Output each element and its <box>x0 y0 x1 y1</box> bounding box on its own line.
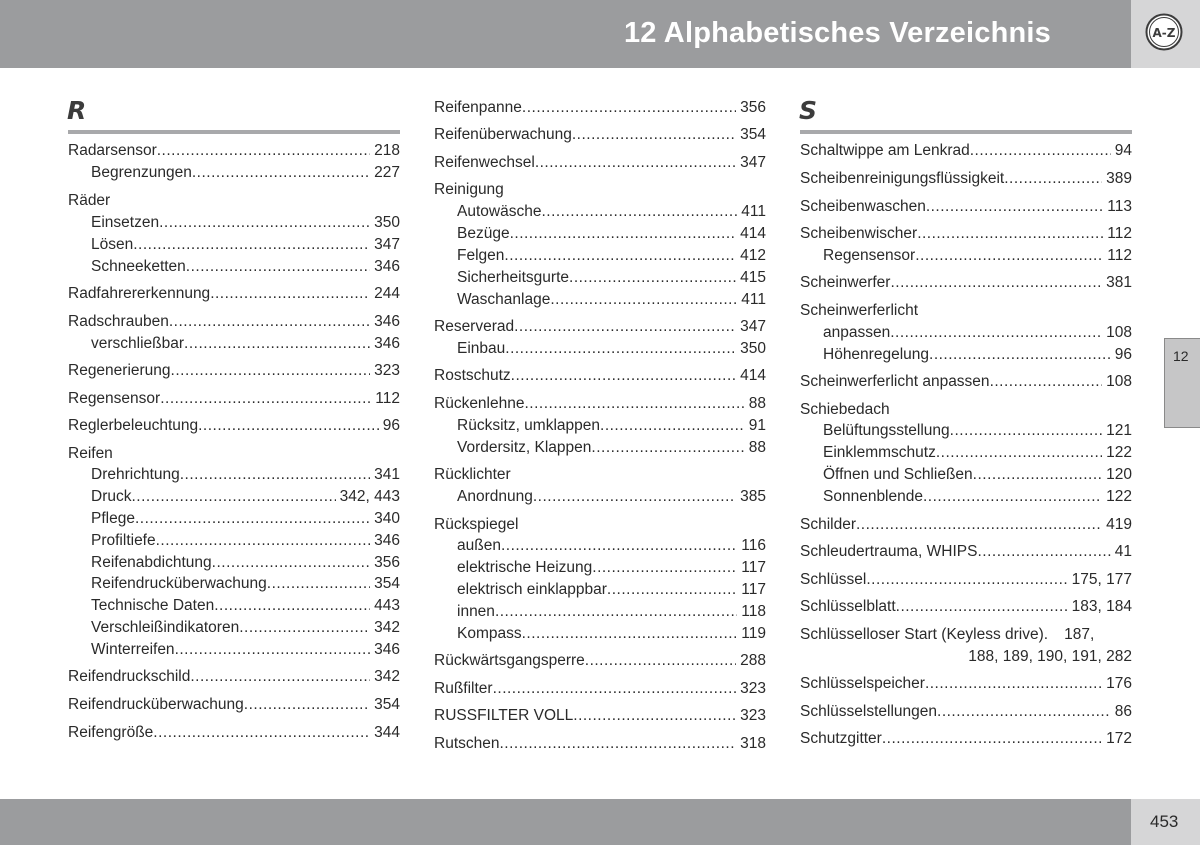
entry-text: verschließbar <box>91 335 185 352</box>
entry-leader <box>923 486 1102 508</box>
entry-page: 389 <box>1106 170 1132 187</box>
entry-text: Scheibenreinigungsflüssigkeit <box>800 170 1005 187</box>
entry-page: 108 <box>1106 373 1132 390</box>
entry-text: Kompass <box>457 625 522 642</box>
entry-leader <box>1004 168 1102 190</box>
index-entry <box>800 196 1132 218</box>
index-entry <box>434 124 766 146</box>
entry-text: Sicherheitsgurte <box>457 269 570 286</box>
entry-page: 112 <box>375 390 400 407</box>
entry-text: Reifendrucküberwachung <box>91 575 267 592</box>
entry-text: Scheinwerferlicht <box>800 302 919 319</box>
entry-text: Schaltwippe am Lenkrad <box>800 142 970 159</box>
entry-leader <box>192 162 370 184</box>
entry-text: Sonnenblende <box>823 488 923 505</box>
a-z-icon-label: A-Z <box>1152 26 1176 40</box>
entry-text: Reifenüberwachung <box>434 126 572 143</box>
index-entry <box>800 673 1132 695</box>
index-entry <box>68 360 400 382</box>
entry-text: Reserverad <box>434 318 515 335</box>
entry-page: 344 <box>374 724 400 741</box>
entry-leader <box>186 256 370 278</box>
entry-text: Waschanlage <box>457 291 551 308</box>
index-entry <box>457 338 766 360</box>
entry-page: 340 <box>374 510 400 527</box>
entry-page-continuation: 188, 189, 190, 191, 282 <box>968 648 1132 665</box>
entry-page: 122 <box>1106 488 1132 505</box>
entry-leader <box>180 464 370 486</box>
entry-page: 108 <box>1106 324 1132 341</box>
entry-text: elektrische Heizung <box>457 559 593 576</box>
entry-page: 342 <box>374 668 400 685</box>
index-entry <box>68 140 400 162</box>
entry-page: 342 <box>374 619 400 636</box>
entry-text: Schlüsselloser Start (Keyless drive). <box>800 626 1049 643</box>
page-number: 453 <box>1150 812 1179 831</box>
index-entry <box>823 486 1132 508</box>
entry-page: 172 <box>1106 730 1132 747</box>
index-entry <box>68 415 400 437</box>
entry-text: Regensensor <box>68 390 161 407</box>
entry-leader <box>156 530 371 552</box>
entry-text: Belüftungsstellung <box>823 422 950 439</box>
entry-leader <box>504 245 736 267</box>
entry-leader <box>190 666 370 688</box>
index-entry <box>800 223 1132 245</box>
entry-leader <box>214 595 370 617</box>
entry-page: 356 <box>740 99 766 116</box>
index-entry <box>457 437 766 459</box>
entry-page: 354 <box>374 575 400 592</box>
entry-leader <box>244 694 370 716</box>
index-entry <box>457 415 766 437</box>
entry-page: 88 <box>748 395 766 412</box>
index-entry <box>434 393 766 415</box>
entry-page: 121 <box>1106 422 1132 439</box>
index-entry <box>91 530 400 552</box>
index-entry <box>434 365 766 387</box>
index-entry <box>68 694 400 716</box>
chapter-side-tab <box>1164 338 1200 428</box>
entry-leader <box>133 234 370 256</box>
entry-leader <box>929 344 1111 366</box>
entry-page: 341 <box>374 466 400 483</box>
entry-text: Autowäsche <box>457 203 542 220</box>
index-heading <box>68 443 400 465</box>
entry-page: 414 <box>740 367 766 384</box>
entry-page: 94 <box>1114 142 1132 159</box>
entry-text: Lösen <box>91 236 134 253</box>
footer-bar <box>0 799 1131 845</box>
entry-text: Schilder <box>800 516 856 533</box>
section-letter-s: S <box>799 96 818 125</box>
entry-text: Begrenzungen <box>91 164 192 181</box>
index-entry <box>800 624 1132 646</box>
entry-text: Reinigung <box>434 181 504 198</box>
entry-page: 117 <box>741 581 766 598</box>
index-entry <box>800 596 1132 618</box>
index-entry <box>91 333 400 355</box>
index-entry <box>800 701 1132 723</box>
entry-leader <box>175 639 371 661</box>
index-entry <box>434 705 766 727</box>
index-entry <box>91 162 400 184</box>
entry-page: 117 <box>741 559 766 576</box>
entry-page: 183, 184 <box>1071 598 1132 615</box>
entry-page: 411 <box>741 291 766 308</box>
entry-page: 175, 177 <box>1071 571 1132 588</box>
entry-page: 415 <box>740 269 766 286</box>
index-entry <box>91 552 400 574</box>
index-entry <box>434 152 766 174</box>
entry-leader <box>493 678 737 700</box>
section-letter-r: R <box>67 96 87 125</box>
entry-leader <box>541 201 737 223</box>
entry-text: Öffnen und Schließen <box>823 466 973 483</box>
entry-leader <box>550 289 737 311</box>
entry-leader <box>585 650 736 672</box>
header-bar <box>0 0 1131 68</box>
entry-page: 318 <box>740 735 766 752</box>
entry-page: 323 <box>740 680 766 697</box>
entry-text: Radschrauben <box>68 313 169 330</box>
entry-text: Schleudertrauma, WHIPS <box>800 543 978 560</box>
entry-leader <box>591 437 744 459</box>
entry-leader <box>171 360 371 382</box>
entry-page: 86 <box>1114 703 1132 720</box>
entry-text: anpassen <box>823 324 891 341</box>
entry-leader <box>572 124 736 146</box>
entry-text: Schneeketten <box>91 258 186 275</box>
index-entry <box>91 573 400 595</box>
index-entry <box>68 722 400 744</box>
entry-leader <box>210 283 370 305</box>
entry-page: 112 <box>1107 225 1132 242</box>
entry-page: 347 <box>740 318 766 335</box>
entry-page: 342, 443 <box>339 488 400 505</box>
index-entry <box>800 371 1132 393</box>
entry-page: 244 <box>374 285 400 302</box>
section-rule-s <box>800 130 1132 134</box>
entry-leader <box>990 371 1103 393</box>
index-entry <box>68 283 400 305</box>
entry-text: elektrisch einklappbar <box>457 581 607 598</box>
entry-page: 176 <box>1106 675 1132 692</box>
index-entry <box>91 464 400 486</box>
chapter-title: 12 Alphabetisches Verzeichnis <box>623 17 1051 49</box>
index-entry <box>457 535 766 557</box>
index-entry-continuation <box>800 646 1132 668</box>
index-heading <box>434 464 766 486</box>
entry-page: 41 <box>1114 543 1132 560</box>
entry-leader <box>890 322 1102 344</box>
side-tab-label: 12 <box>1173 348 1189 364</box>
entry-text: Reifendruckschild <box>68 668 191 685</box>
entry-page: 414 <box>740 225 766 242</box>
entry-text: Rußfilter <box>434 680 493 697</box>
index-entry <box>457 601 766 623</box>
entry-page: 227 <box>374 164 400 181</box>
entry-leader <box>522 97 736 119</box>
entry-page: 218 <box>374 142 400 159</box>
entry-text: Winterreifen <box>91 641 175 658</box>
entry-page: 323 <box>740 707 766 724</box>
entry-text: Bezüge <box>457 225 510 242</box>
entry-text: Pflege <box>91 510 135 527</box>
index-entry <box>434 316 766 338</box>
entry-leader <box>896 596 1068 618</box>
index-entry <box>457 201 766 223</box>
entry-leader <box>522 623 738 645</box>
entry-text: Schiebedach <box>800 401 890 418</box>
entry-leader <box>866 569 1067 591</box>
entry-text: Rückspiegel <box>434 516 519 533</box>
entry-leader <box>495 601 737 623</box>
entry-text: Schutzgitter <box>800 730 882 747</box>
entry-text: Räder <box>68 192 111 209</box>
index-heading <box>434 514 766 536</box>
entry-page: 187, <box>1064 626 1095 643</box>
entry-text: Vordersitz, Klappen <box>457 439 592 456</box>
index-entry <box>434 678 766 700</box>
entry-leader <box>131 486 335 508</box>
entry-text: Rostschutz <box>434 367 511 384</box>
entry-text: Rückwärtsgangsperre <box>434 652 585 669</box>
entry-text: Höhenregelung <box>823 346 930 363</box>
index-entry <box>800 569 1132 591</box>
entry-page: 411 <box>741 203 766 220</box>
entry-page: 91 <box>748 417 766 434</box>
entry-page: 346 <box>374 313 400 330</box>
entry-leader <box>499 733 736 755</box>
entry-leader <box>925 673 1102 695</box>
entry-text: Regensensor <box>823 247 916 264</box>
entry-text: Reifenwechsel <box>434 154 535 171</box>
entry-text: Technische Daten <box>91 597 215 614</box>
index-entry <box>457 267 766 289</box>
index-entry <box>457 289 766 311</box>
entry-leader <box>917 223 1103 245</box>
index-entry <box>800 272 1132 294</box>
entry-text: Reifengröße <box>68 724 154 741</box>
index-entry <box>457 486 766 508</box>
entry-text: Scheibenwaschen <box>800 198 926 215</box>
entry-leader <box>535 152 736 174</box>
index-entry <box>91 639 400 661</box>
index-entry <box>457 223 766 245</box>
index-entry <box>91 486 400 508</box>
index-entry <box>91 595 400 617</box>
entry-leader <box>514 316 736 338</box>
index-entry <box>823 420 1132 442</box>
entry-page: 88 <box>748 439 766 456</box>
entry-text: Schlüsselstellungen <box>800 703 938 720</box>
entry-leader <box>501 535 737 557</box>
index-entry <box>457 579 766 601</box>
entry-text: Profiltiefe <box>91 532 156 549</box>
entry-text: Schlüssel <box>800 571 867 588</box>
index-entry <box>823 442 1132 464</box>
index-entry <box>91 256 400 278</box>
entry-leader <box>267 573 370 595</box>
index-entry <box>434 97 766 119</box>
index-entry <box>823 344 1132 366</box>
entry-page: 354 <box>740 126 766 143</box>
entry-leader <box>573 705 736 727</box>
entry-page: 381 <box>1106 274 1132 291</box>
entry-text: Anordnung <box>457 488 533 505</box>
entry-page: 346 <box>374 641 400 658</box>
entry-page: 96 <box>382 417 400 434</box>
entry-leader <box>533 486 736 508</box>
index-entry <box>91 617 400 639</box>
index-entry <box>800 168 1132 190</box>
index-entry <box>91 212 400 234</box>
entry-leader <box>856 514 1102 536</box>
index-entry <box>68 388 400 410</box>
entry-text: Rückenlehne <box>434 395 525 412</box>
entry-text: Reifendrucküberwachung <box>68 696 244 713</box>
entry-leader <box>937 701 1111 723</box>
entry-page: 350 <box>374 214 400 231</box>
entry-text: Radarsensor <box>68 142 157 159</box>
entry-leader <box>882 728 1102 750</box>
entry-text: Rücklichter <box>434 466 511 483</box>
entry-text: RUSSFILTER VOLL <box>434 707 574 724</box>
entry-text: Regenerierung <box>68 362 171 379</box>
index-entry <box>823 464 1132 486</box>
entry-page: 356 <box>374 554 400 571</box>
entry-leader <box>153 722 370 744</box>
index-entry <box>800 140 1132 162</box>
entry-text: Scheinwerferlicht anpassen <box>800 373 990 390</box>
entry-leader <box>970 140 1111 162</box>
index-heading <box>800 399 1132 421</box>
entry-page: 120 <box>1106 466 1132 483</box>
entry-page: 354 <box>374 696 400 713</box>
entry-page: 119 <box>741 625 766 642</box>
entry-page: 347 <box>740 154 766 171</box>
index-entry <box>457 557 766 579</box>
entry-leader <box>169 311 370 333</box>
entry-text: Reifenabdichtung <box>91 554 212 571</box>
entry-leader <box>239 617 370 639</box>
entry-text: Reifen <box>68 445 113 462</box>
entry-page: 350 <box>740 340 766 357</box>
entry-leader <box>973 464 1102 486</box>
entry-page: 116 <box>741 537 766 554</box>
index-entry <box>434 733 766 755</box>
entry-text: Rücksitz, umklappen <box>457 417 601 434</box>
index-heading <box>800 300 1132 322</box>
index-entry <box>823 245 1132 267</box>
entry-leader <box>936 442 1102 464</box>
entry-text: Scheibenwischer <box>800 225 918 242</box>
entry-text: Einklemmschutz <box>823 444 936 461</box>
entry-page: 412 <box>740 247 766 264</box>
entry-text: Druck <box>91 488 132 505</box>
entry-leader <box>607 579 737 601</box>
entry-leader <box>511 365 736 387</box>
section-rule-r <box>68 130 400 134</box>
entry-text: Verschleißindikatoren <box>91 619 240 636</box>
index-entry <box>800 541 1132 563</box>
entry-leader <box>505 338 736 360</box>
entry-text: Einsetzen <box>91 214 160 231</box>
entry-text: Radfahrererkennung <box>68 285 211 302</box>
entry-page: 96 <box>1114 346 1132 363</box>
entry-leader <box>160 388 371 410</box>
entry-text: Felgen <box>457 247 505 264</box>
entry-page: 419 <box>1106 516 1132 533</box>
index-entry <box>457 623 766 645</box>
entry-page: 323 <box>374 362 400 379</box>
entry-leader <box>159 212 370 234</box>
index-entry <box>68 311 400 333</box>
entry-leader <box>510 223 737 245</box>
entry-leader <box>198 415 379 437</box>
entry-text: Scheinwerfer <box>800 274 891 291</box>
entry-leader <box>926 196 1103 218</box>
index-entry <box>68 666 400 688</box>
a-z-index-icon <box>1145 13 1183 51</box>
index-entry <box>823 322 1132 344</box>
index-entry <box>457 245 766 267</box>
entry-page: 113 <box>1107 198 1132 215</box>
entry-text: Drehrichtung <box>91 466 180 483</box>
index-heading <box>68 190 400 212</box>
entry-text: Reglerbeleuchtung <box>68 417 199 434</box>
entry-leader <box>135 508 370 530</box>
entry-page: 118 <box>741 603 766 620</box>
index-entry <box>800 514 1132 536</box>
entry-page: 385 <box>740 488 766 505</box>
entry-page: 347 <box>374 236 400 253</box>
entry-page: 122 <box>1106 444 1132 461</box>
entry-text: Reifenpanne <box>434 99 522 116</box>
entry-leader <box>890 272 1102 294</box>
entry-leader <box>569 267 736 289</box>
index-entry <box>434 650 766 672</box>
entry-leader <box>212 552 370 574</box>
entry-page: 112 <box>1107 247 1132 264</box>
entry-text: Schlüsselblatt <box>800 598 896 615</box>
entry-page: 443 <box>374 597 400 614</box>
entry-page: 346 <box>374 532 400 549</box>
index-entry <box>91 508 400 530</box>
entry-text: Einbau <box>457 340 506 357</box>
entry-leader <box>592 557 737 579</box>
entry-text: Rutschen <box>434 735 500 752</box>
entry-page: 346 <box>374 258 400 275</box>
entry-leader <box>915 245 1103 267</box>
entry-text: Schlüsselspeicher <box>800 675 925 692</box>
entry-leader <box>157 140 370 162</box>
index-entry <box>91 234 400 256</box>
entry-page: 346 <box>374 335 400 352</box>
entry-leader <box>950 420 1102 442</box>
entry-leader <box>600 415 745 437</box>
entry-leader <box>524 393 744 415</box>
entry-leader <box>977 541 1110 563</box>
entry-leader <box>184 333 370 355</box>
index-entry <box>800 728 1132 750</box>
entry-text: außen <box>457 537 501 554</box>
entry-text: innen <box>457 603 495 620</box>
index-heading <box>434 179 766 201</box>
entry-page: 288 <box>740 652 766 669</box>
